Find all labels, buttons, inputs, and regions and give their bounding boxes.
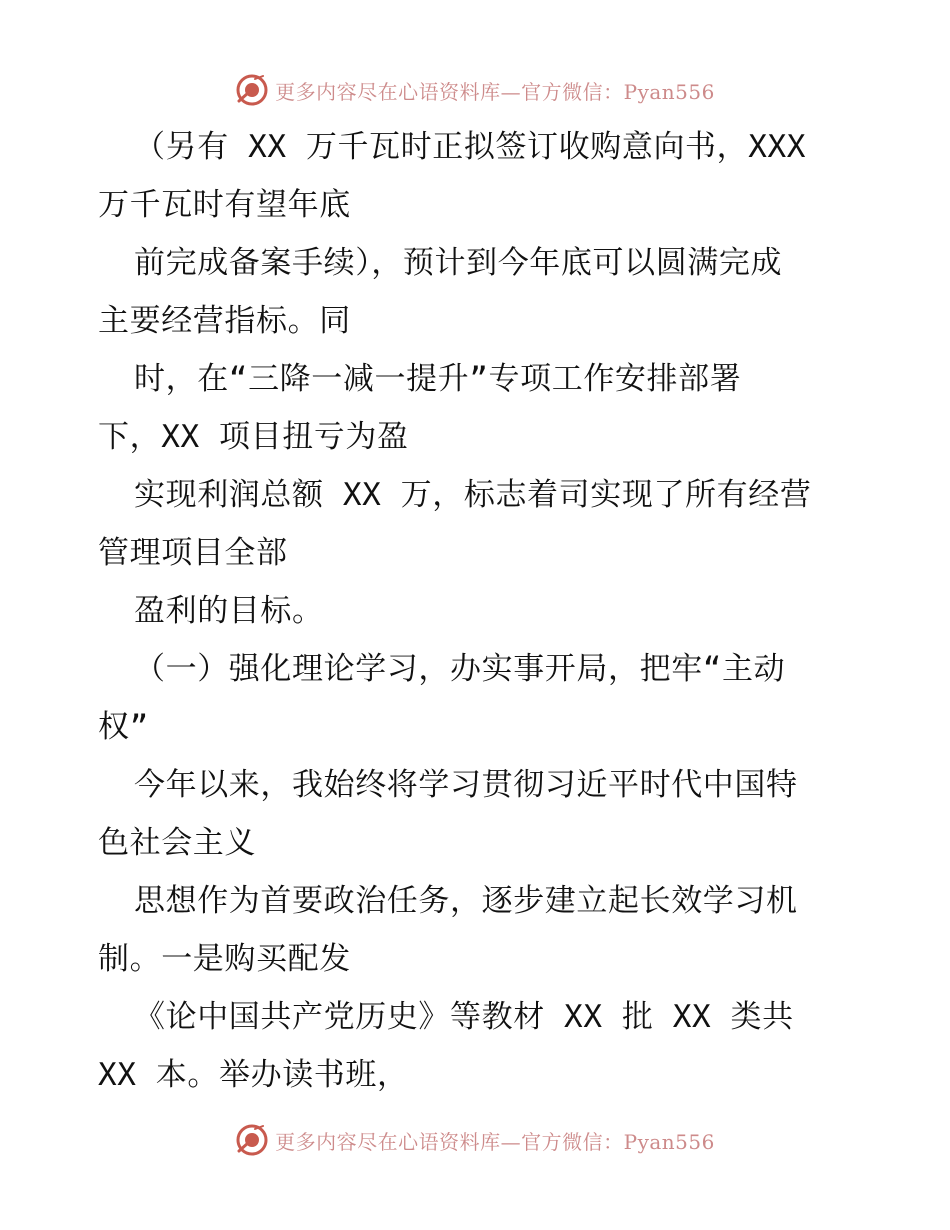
header-banner bbox=[0, 70, 950, 110]
body-text-line: 主要经营指标。同 bbox=[98, 303, 351, 339]
body-text-line: 制。一是购买配发 bbox=[98, 941, 351, 977]
body-text-line: 实现利润总额 XX 万，标志着司实现了所有经营 bbox=[134, 477, 812, 513]
logo-icon bbox=[235, 1123, 269, 1157]
body-text-line: XX 本。举办读书班， bbox=[98, 1057, 409, 1093]
header-banner-text: 更多内容尽在心语资料库—官方微信：Pyan556 bbox=[275, 79, 715, 104]
body-text-line: （另有 XX 万千瓦时正拟签订收购意向书，XXX bbox=[134, 129, 807, 165]
footer-banner-text: 更多内容尽在心语资料库—官方微信：Pyan556 bbox=[275, 1129, 715, 1154]
body-text-line: 管理项目全部 bbox=[98, 535, 288, 571]
body-text-line: 思想作为首要政治任务，逐步建立起长效学习机 bbox=[134, 883, 798, 919]
footer-banner bbox=[0, 1120, 950, 1160]
body-text-line: 权” bbox=[98, 709, 149, 745]
body-text-line: 时，在“三降一减一提升”专项工作安排部署 bbox=[134, 361, 742, 397]
body-text-line: （一）强化理论学习，办实事开局，把牢“主动 bbox=[134, 651, 786, 687]
body-text-line: 《论中国共产党历史》等教材 XX 批 XX 类共 bbox=[134, 999, 794, 1035]
body-text-line: 今年以来，我始终将学习贯彻习近平时代中国特 bbox=[134, 767, 798, 803]
body-text-line: 万千瓦时有望年底 bbox=[98, 187, 351, 223]
body-text-line: 色社会主义 bbox=[98, 825, 256, 861]
document-body bbox=[98, 118, 858, 1104]
logo-icon bbox=[235, 73, 269, 107]
body-text-line: 下，XX 项目扭亏为盈 bbox=[98, 419, 409, 455]
body-text-line: 前完成备案手续），预计到今年底可以圆满完成 bbox=[134, 245, 783, 281]
body-text-line: 盈利的目标。 bbox=[134, 593, 324, 629]
